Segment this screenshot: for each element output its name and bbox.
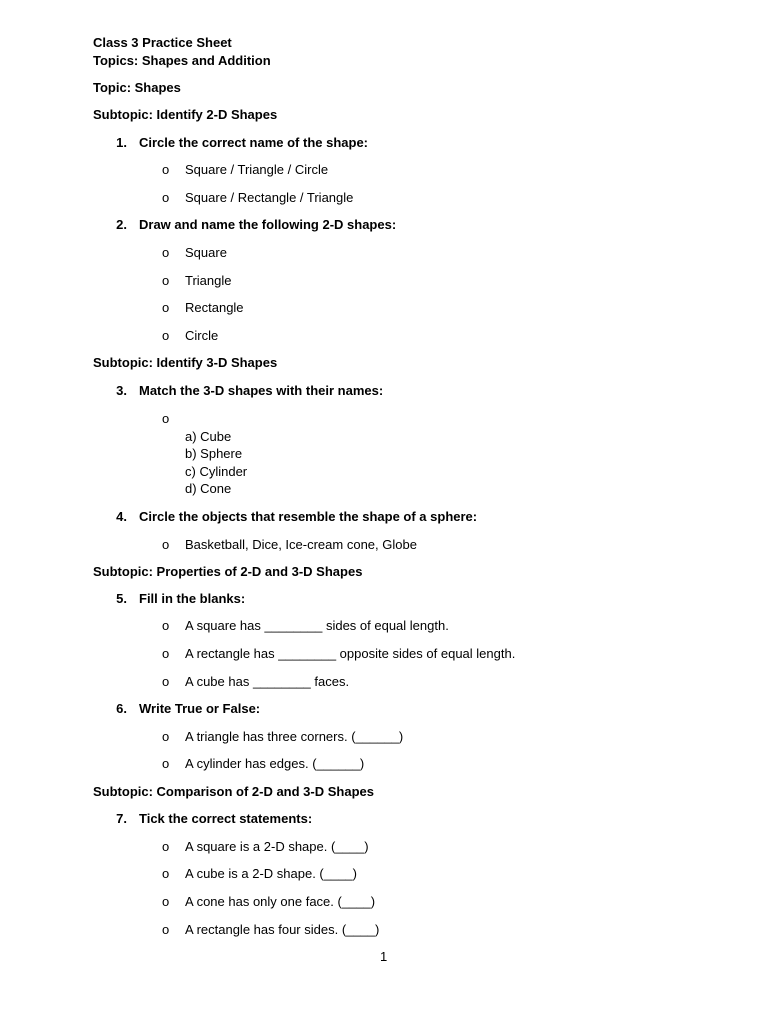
question-prompt: Write True or False: (139, 701, 261, 716)
list-item: A rectangle has ________ opposite sides of equal length. (185, 646, 516, 661)
match-option: a) Cube (185, 429, 232, 444)
bullet-icon: o (162, 537, 170, 552)
question-number: 1. (116, 135, 127, 150)
match-option: b) Sphere (185, 446, 243, 461)
bullet-icon: o (162, 894, 170, 909)
question-prompt: Circle the correct name of the shape: (139, 135, 369, 150)
subtopic-heading: Subtopic: Comparison of 2-D and 3-D Shapes (93, 784, 374, 799)
list-item: A triangle has three corners. (______) (185, 729, 404, 744)
bullet-icon: o (162, 618, 170, 633)
bullet-icon: o (162, 273, 170, 288)
list-item: Circle (185, 328, 219, 343)
question-number: 2. (116, 217, 127, 232)
match-option: d) Cone (185, 481, 232, 496)
question-prompt: Match the 3-D shapes with their names: (139, 383, 384, 398)
bullet-icon: o (162, 162, 170, 177)
question-prompt: Fill in the blanks: (139, 591, 246, 606)
list-item: A rectangle has four sides. (____) (185, 922, 380, 937)
list-item: Basketball, Dice, Ice-cream cone, Globe (185, 537, 417, 552)
subtopic-heading: Subtopic: Identify 2-D Shapes (93, 107, 278, 122)
subtopic-heading: Subtopic: Identify 3-D Shapes (93, 355, 278, 370)
list-item: Square / Rectangle / Triangle (185, 190, 354, 205)
list-item: A square is a 2-D shape. (____) (185, 839, 369, 854)
bullet-icon: o (162, 646, 170, 661)
bullet-icon: o (162, 245, 170, 260)
question-prompt: Circle the objects that resemble the shape of a sphere: (139, 509, 478, 524)
bullet-icon: o (162, 839, 170, 854)
question-number: 4. (116, 509, 127, 524)
sheet-title: Class 3 Practice Sheet (93, 35, 232, 50)
bullet-icon: o (162, 674, 170, 689)
list-item: A cube is a 2-D shape. (____) (185, 866, 357, 881)
list-item: Triangle (185, 273, 232, 288)
topics-line: Topics: Shapes and Addition (93, 53, 271, 68)
bullet-icon: o (162, 328, 170, 343)
question-number: 5. (116, 591, 127, 606)
bullet-icon: o (162, 922, 170, 937)
question-prompt: Tick the correct statements: (139, 811, 313, 826)
list-item: A cylinder has edges. (______) (185, 756, 365, 771)
question-number: 7. (116, 811, 127, 826)
page-number: 1 (380, 949, 388, 964)
list-item: Rectangle (185, 300, 244, 315)
bullet-icon: o (162, 729, 170, 744)
list-item: A cube has ________ faces. (185, 674, 350, 689)
bullet-icon: o (162, 411, 170, 426)
topic-heading: Topic: Shapes (93, 80, 181, 95)
question-number: 6. (116, 701, 127, 716)
question-prompt: Draw and name the following 2-D shapes: (139, 217, 397, 232)
bullet-icon: o (162, 300, 170, 315)
list-item: A cone has only one face. (____) (185, 894, 376, 909)
bullet-icon: o (162, 866, 170, 881)
list-item: Square / Triangle / Circle (185, 162, 329, 177)
bullet-icon: o (162, 756, 170, 771)
subtopic-heading: Subtopic: Properties of 2-D and 3-D Shapes (93, 564, 363, 579)
bullet-icon: o (162, 190, 170, 205)
question-number: 3. (116, 383, 127, 398)
match-option: c) Cylinder (185, 464, 248, 479)
list-item: A square has ________ sides of equal length. (185, 618, 449, 633)
list-item: Square (185, 245, 227, 260)
